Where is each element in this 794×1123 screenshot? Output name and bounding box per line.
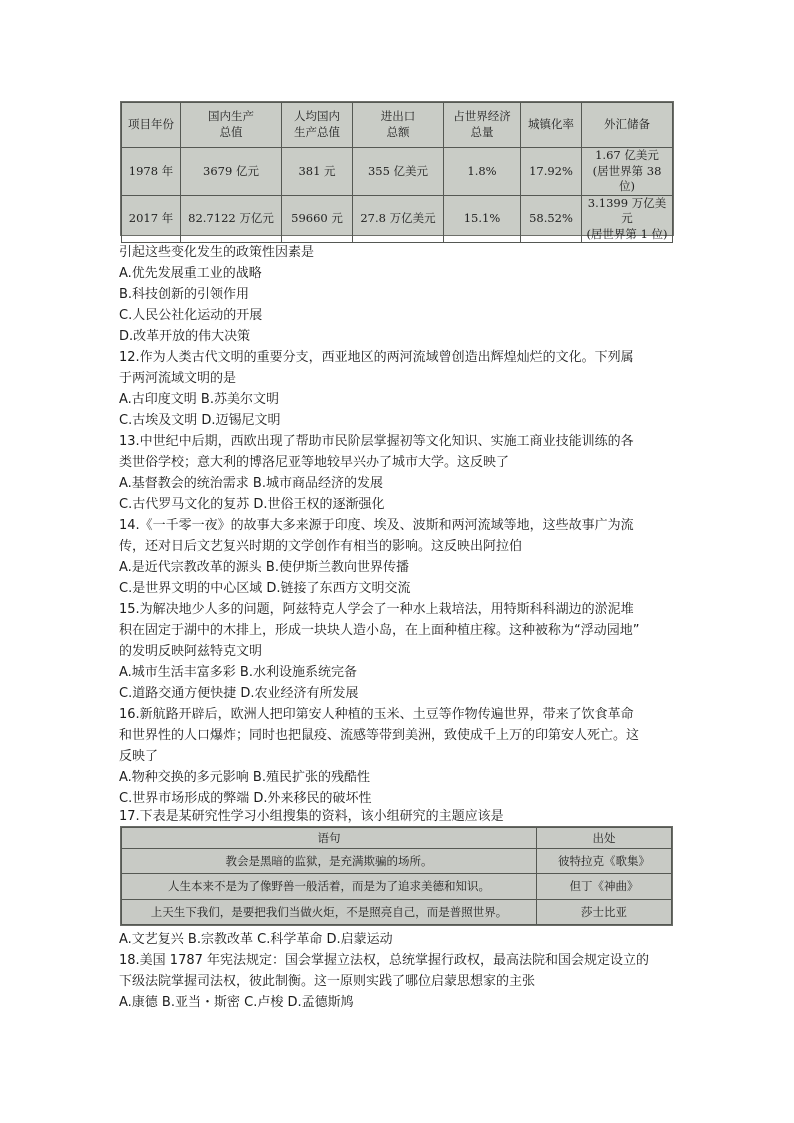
table-header-cell: 进出口 总额 — [353, 103, 444, 148]
question-text: 13.中世纪中后期，西欧出现了帮助市民阶层掌握初等文化知识、实施工商业技能训练的各 — [119, 434, 634, 449]
question-text: 积在固定于湖中的木排上，形成一块块人造小岛，在上面种植庄稼。这种被称为“浮动园地” — [119, 623, 640, 638]
answer-option: C.古埃及文明 D.迈锡尼文明 — [119, 413, 281, 428]
table-cell: 17.92% — [521, 148, 582, 196]
question-text: 于两河流域文明的是 — [119, 371, 237, 386]
table-row — [122, 849, 672, 874]
table-cell: 上天生下我们，是要把我们当做火炬，不是照亮自己，而是普照世界。 — [122, 899, 537, 924]
table-header-cell: 国内生产 总值 — [181, 103, 282, 148]
answer-option: A.康德 B.亚当・斯密 C.卢梭 D.孟德斯鸠 — [119, 995, 354, 1010]
table-cell: 1.67 亿美元 (居世界第 38 位) — [582, 148, 673, 196]
quotes-table — [120, 826, 673, 926]
table-cell: 人生本来不是为了像野兽一般活着，而是为了追求美德和知识。 — [122, 874, 537, 899]
answer-option: A.文艺复兴 B.宗教改革 C.科学革命 D.启蒙运动 — [119, 932, 393, 947]
table-cell: 3.1399 万亿美元 (居世界第 1 位) — [582, 195, 673, 243]
table-cell: 教会是黑暗的监狱，是充满欺骗的场所。 — [122, 849, 537, 874]
answer-option: A.物种交换的多元影响 B.殖民扩张的残酷性 — [119, 770, 370, 785]
question-text: 的发明反映阿兹特克文明 — [119, 644, 263, 659]
table-cell: 15.1% — [444, 195, 521, 243]
question-text: 反映了 — [119, 749, 159, 764]
table-header-cell: 出处 — [537, 828, 672, 849]
table-cell: 1978 年 — [122, 148, 181, 196]
question-text: 16.新航路开辟后，欧洲人把印第安人种植的玉米、土豆等作物传遍世界，带来了饮食革命 — [119, 707, 634, 722]
table-cell: 381 元 — [282, 148, 353, 196]
table-cell: 58.52% — [521, 195, 582, 243]
table-row — [122, 899, 672, 924]
question-text: 引起这些变化发生的政策性因素是 — [119, 245, 315, 260]
table-header-row — [122, 103, 673, 148]
table-row — [122, 195, 673, 243]
table-row — [122, 148, 673, 196]
table-header-cell: 占世界经济 总量 — [444, 103, 521, 148]
answer-option: C.是世界文明的中心区域 D.链接了东西方文明交流 — [119, 581, 411, 596]
table-cell: 彼特拉克《歌集》 — [537, 849, 672, 874]
answer-option: D.改革开放的伟大决策 — [119, 329, 251, 344]
table-header-cell: 外汇储备 — [582, 103, 673, 148]
answer-option: A.古印度文明 B.苏美尔文明 — [119, 392, 279, 407]
answer-option: A.是近代宗教改革的源头 B.使伊斯兰教向世界传播 — [119, 560, 409, 575]
question-text: 15.为解决地少人多的问题，阿兹特克人学会了一种水上栽培法，用特斯科科湖边的淤泥堆 — [119, 602, 634, 617]
question-text: 传，还对日后文艺复兴时期的文学创作有相当的影响。这反映出阿拉伯 — [119, 539, 523, 554]
table-header-cell: 项目年份 — [122, 103, 181, 148]
question-text: 18.美国 1787 年宪法规定：国会掌握立法权，总统掌握行政权，最高法院和国会规定设立的 — [119, 953, 650, 968]
question-text: 下级法院掌握司法权，彼此制衡。这一原则实践了哪位启蒙思想家的主张 — [119, 974, 536, 989]
answer-option: B.科技创新的引领作用 — [119, 287, 250, 302]
table-cell: 27.8 万亿美元 — [353, 195, 444, 243]
table-header-cell: 语句 — [122, 828, 537, 849]
table-cell: 莎士比亚 — [537, 899, 672, 924]
table-cell: 82.7122 万亿元 — [181, 195, 282, 243]
table-row — [122, 874, 672, 899]
answer-option: C.世界市场形成的弊端 D.外来移民的破坏性 — [119, 791, 372, 806]
question-text: 14.《一千零一夜》的故事大多来源于印度、埃及、波斯和两河流域等地，这些故事广为流 — [119, 518, 634, 533]
table-cell: 355 亿美元 — [353, 148, 444, 196]
answer-option: C.道路交通方便快捷 D.农业经济有所发展 — [119, 686, 359, 701]
table-header-cell: 人均国内 生产总值 — [282, 103, 353, 148]
table-cell: 但丁《神曲》 — [537, 874, 672, 899]
question-text: 和世界性的人口爆炸；同时也把鼠疫、流感等带到美洲，致使成千上万的印第安人死亡。这 — [119, 728, 640, 743]
table-cell: 59660 元 — [282, 195, 353, 243]
question-text: 类世俗学校；意大利的博洛尼亚等地较早兴办了城市大学。这反映了 — [119, 455, 510, 470]
table-cell: 3679 亿元 — [181, 148, 282, 196]
china-statistics-table — [120, 101, 674, 241]
table-header-row — [122, 828, 672, 849]
answer-option: C.古代罗马文化的复苏 D.世俗王权的逐渐强化 — [119, 497, 385, 512]
table-header-cell: 城镇化率 — [521, 103, 582, 148]
answer-option: A.城市生活丰富多彩 B.水利设施系统完备 — [119, 665, 357, 680]
answer-option: C.人民公社化运动的开展 — [119, 308, 263, 323]
table-cell: 1.8% — [444, 148, 521, 196]
question-text: 12.作为人类古代文明的重要分支，西亚地区的两河流域曾创造出辉煌灿烂的文化。下列属 — [119, 350, 634, 365]
table-cell: 2017 年 — [122, 195, 181, 243]
question-text: 17.下表是某研究性学习小组搜集的资料，该小组研究的主题应该是 — [119, 809, 504, 824]
answer-option: A.基督教会的统治需求 B.城市商品经济的发展 — [119, 476, 383, 491]
answer-option: A.优先发展重工业的战略 — [119, 266, 262, 281]
